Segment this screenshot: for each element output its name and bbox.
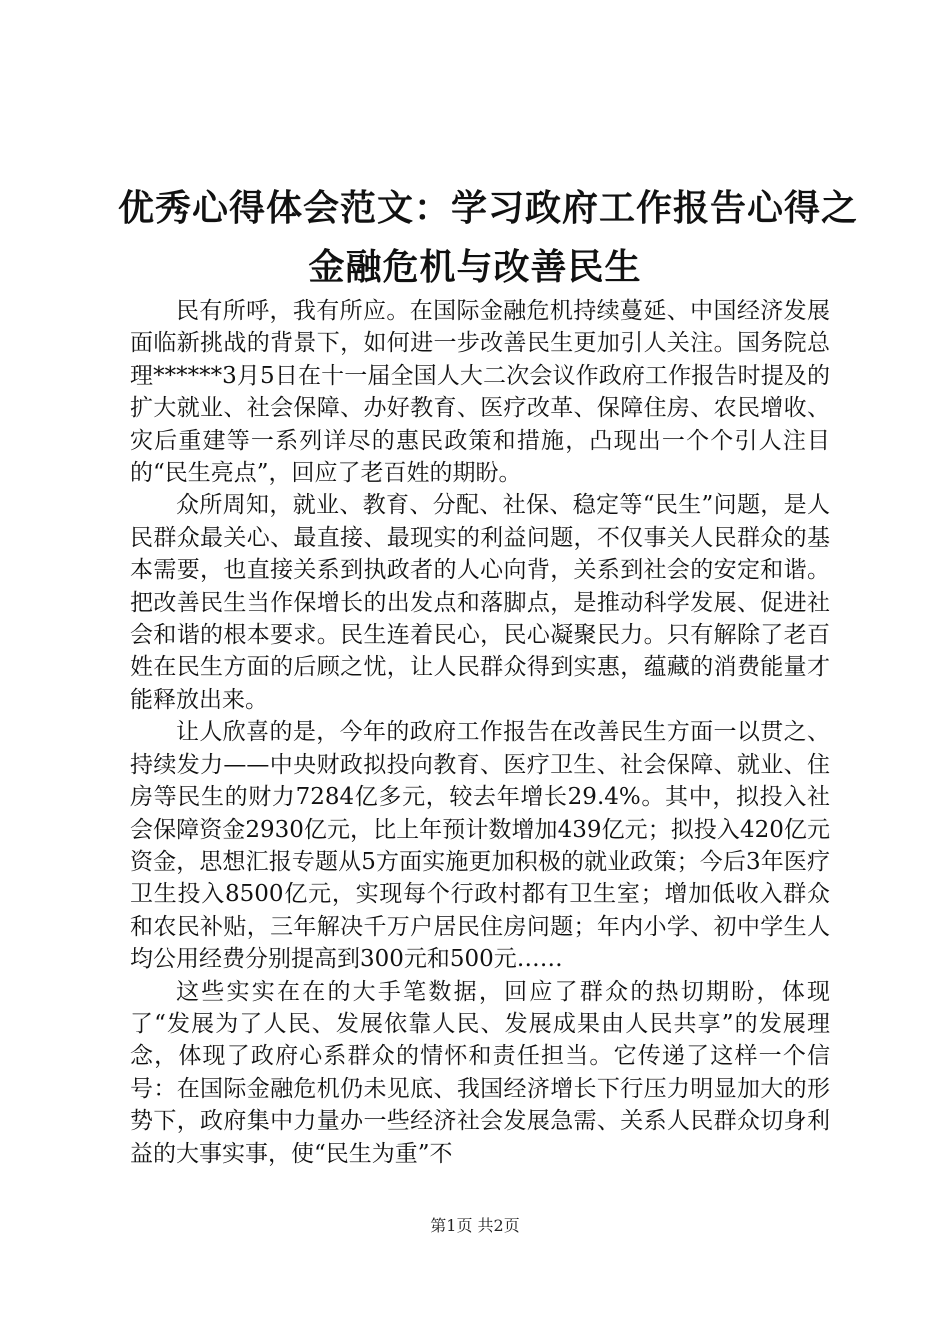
document-body <box>130 295 830 1170</box>
page-number-footer: 第1页 共2页 <box>430 1216 520 1235</box>
paragraph-3: 让人欣喜的是，今年的政府工作报告在改善民生方面一以贯之、持续发力——中央财政拟投向教育、医疗卫生、社会保障、就业、住房等民生的财力7284亿多元，较去年增长29.4%。其中，拟投入社会保障资金2930亿元，比上年预计数增加439亿元；拟投入420亿元资金，思想汇报专题从5方面实施更加积极的就业政策；今后3年医疗卫生投入8500亿元，实现每个行政村都有卫生室；增加低收入群众和农民补贴，三年解决千万户居民住房问题；年内小学、初中学生人均公用经费分别提高到300元和500元…… <box>130 719 830 973</box>
document-title-line-1: 优秀心得体会范文：学习政府工作报告心得之 <box>118 187 859 229</box>
paragraph-4: 这些实实在在的大手笔数据，回应了群众的热切期盼，体现了“发展为了人民、发展依靠人民、发展成果由人民共享”的发展理念，体现了政府心系群众的情怀和责任担当。它传递了这样一个信号：在国际金融危机仍未见底、我国经济增长下行压力明显加大的形势下，政府集中力量办一些经济社会发展急需、关系人民群众切身利益的大事实事，使“民生为重”不 <box>130 978 830 1167</box>
document-title-line-2: 金融危机与改善民生 <box>308 246 642 288</box>
paragraph-1: 民有所呼，我有所应。在国际金融危机持续蔓延、中国经济发展面临新挑战的背景下，如何进一步改善民生更加引人关注。国务院总理******3月5日在十一届全国人大二次会议作政府工作报告时提及的扩大就业、社会保障、办好教育、医疗改革、保障住房、农民增收、灾后重建等一系列详尽的惠民政策和措施，凸现出一个个引人注目的“民生亮点”，回应了老百姓的期盼。 <box>130 298 830 487</box>
paragraph-2: 众所周知，就业、教育、分配、社保、稳定等“民生”问题，是人民群众最关心、最直接、最现实的利益问题，不仅事关人民群众的基本需要，也直接关系到执政者的人心向背，关系到社会的安定和谐。把改善民生当作保增长的出发点和落脚点，是推动科学发展、促进社会和谐的根本要求。民生连着民心，民心凝聚民力。只有解除了老百姓在民生方面的后顾之忧，让人民群众得到实惠，蕴藏的消费能量才能释放出来。 <box>130 492 830 713</box>
